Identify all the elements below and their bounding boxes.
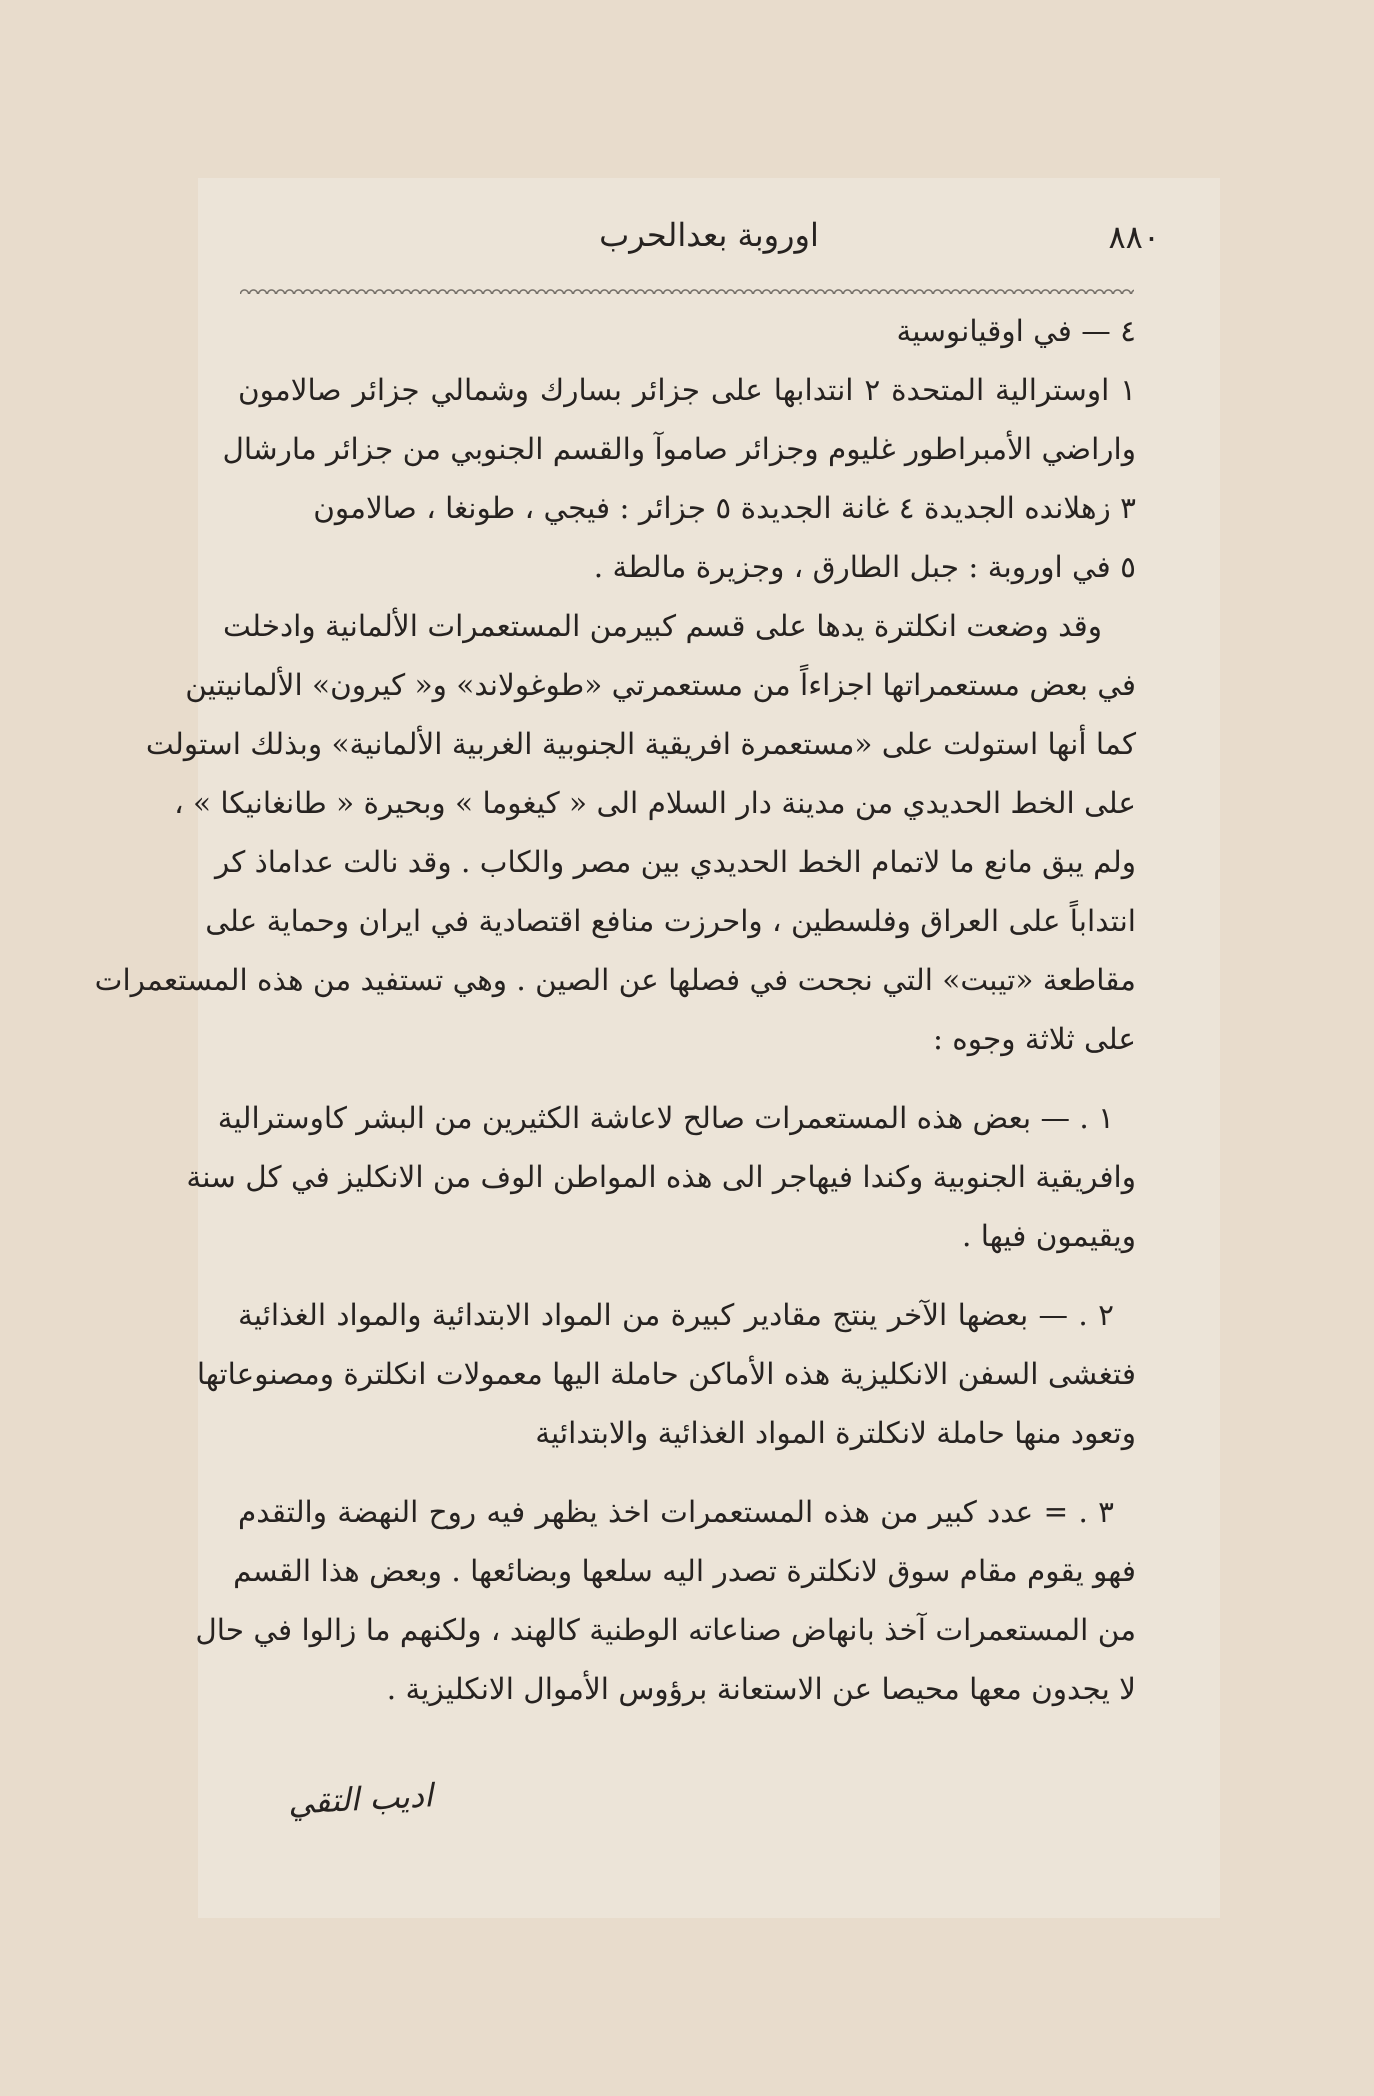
item-3-line-2: فهو يقوم مقام سوق لانكلترة تصدر اليه سلعها وبضائعها . وبعض هذا القسم (233, 1554, 1136, 1588)
item-2-line-2: فتغشى السفن الانكليزية هذه الأماكن حاملة اليها معمولات انكلترة ومصنوعاتها (196, 1357, 1136, 1391)
item-gap (238, 1463, 1136, 1483)
item-2-line-1: ٢ . — بعضها الآخر ينتج مقادير كبيرة من المواد الابتدائية والمواد الغذائية (238, 1298, 1114, 1332)
section-heading: ٤ — في اوقيانوسية (896, 314, 1136, 348)
item-1-line-2: وافريقية الجنوبية وكندا فيهاجر الى هذه المواطن الوف من الانكليز في كل سنة (186, 1160, 1136, 1194)
paragraph-line-1: وقد وضعت انكلترة يدها على قسم كبيرمن المستعمرات الألمانية وادخلت (223, 609, 1102, 643)
paragraph-gap (238, 1069, 1136, 1089)
book-page (94, 178, 1220, 1918)
paragraph-line-4: على الخط الحديدي من مدينة دار السلام الى « كيغوما » وبحيرة « طانغانيكا » ، (174, 786, 1136, 820)
paragraph-line-5: ولم يبق مانع ما لاتمام الخط الحديدي بين مصر والكاب . وقد نالت عداماذ كر (214, 845, 1136, 879)
item-1-line-3: ويقيمون فيها . (962, 1219, 1136, 1253)
running-title: اوروبة بعدالحرب (599, 216, 819, 254)
paragraph-line-7: مقاطعة «تيبت» التي نجحت في فصلها عن الصين . وهي تستفيد من هذه المستعمرات (94, 963, 1136, 997)
oceania-line-1: ١ اوسترالية المتحدة ٢ انتدابها على جزائر بسارك وشمالي جزائر صالامون (238, 373, 1137, 407)
item-3-line-1: ٣ . = عدد كبير من هذه المستعمرات اخذ يظهر فيه روح النهضة والتقدم (238, 1495, 1114, 1529)
item-3-line-3: من المستعمرات آخذ بانهاض صناعاته الوطنية كالهند ، ولكنهم ما زالوا في حال (195, 1613, 1136, 1647)
oceania-line-3: ٣ زهلانده الجديدة ٤ غانة الجديدة ٥ جزائر : فيجي ، طونغا ، صالامون (313, 491, 1136, 525)
page-header (244, 216, 1174, 272)
paragraph-line-6: انتداباً على العراق وفلسطين ، واحرزت منافع اقتصادية في ايران وحماية على (205, 904, 1136, 938)
author-signature: اديب التقي (287, 1776, 434, 1822)
page-body (94, 302, 1137, 1719)
item-1-line-1: ١ . — بعض هذه المستعمرات صالح لاعاشة الكثيرين من البشر كاوسترالية (217, 1101, 1114, 1135)
paragraph-line-2: في بعض مستعمراتها اجزاءاً من مستعمرتي «طوغولاند» و« كيرون» الألمانيتين (185, 668, 1136, 702)
paragraph-line-8: على ثلاثة وجوه : (932, 1022, 1136, 1056)
paragraph-line-3: كما أنها استولت على «مستعمرة افريقية الجنوبية الغربية الألمانية» وبذلك استولت (145, 727, 1136, 761)
item-2-line-3: وتعود منها حاملة لانكلترة المواد الغذائية والابتدائية (535, 1416, 1136, 1450)
item-3-line-4: لا يجدون معها محيصا عن الاستعانة برؤوس الأموال الانكليزية . (386, 1672, 1136, 1706)
header-rule (240, 284, 1134, 294)
item-gap (238, 1266, 1136, 1286)
page-number: ٨٨٠ (1108, 218, 1160, 256)
europe-line: ٥ في اوروبة : جبل الطارق ، وجزيرة مالطة . (593, 550, 1136, 584)
oceania-line-2: واراضي الأمبراطور غليوم وجزائر صاموآ والقسم الجنوبي من جزائر مارشال (222, 432, 1136, 466)
